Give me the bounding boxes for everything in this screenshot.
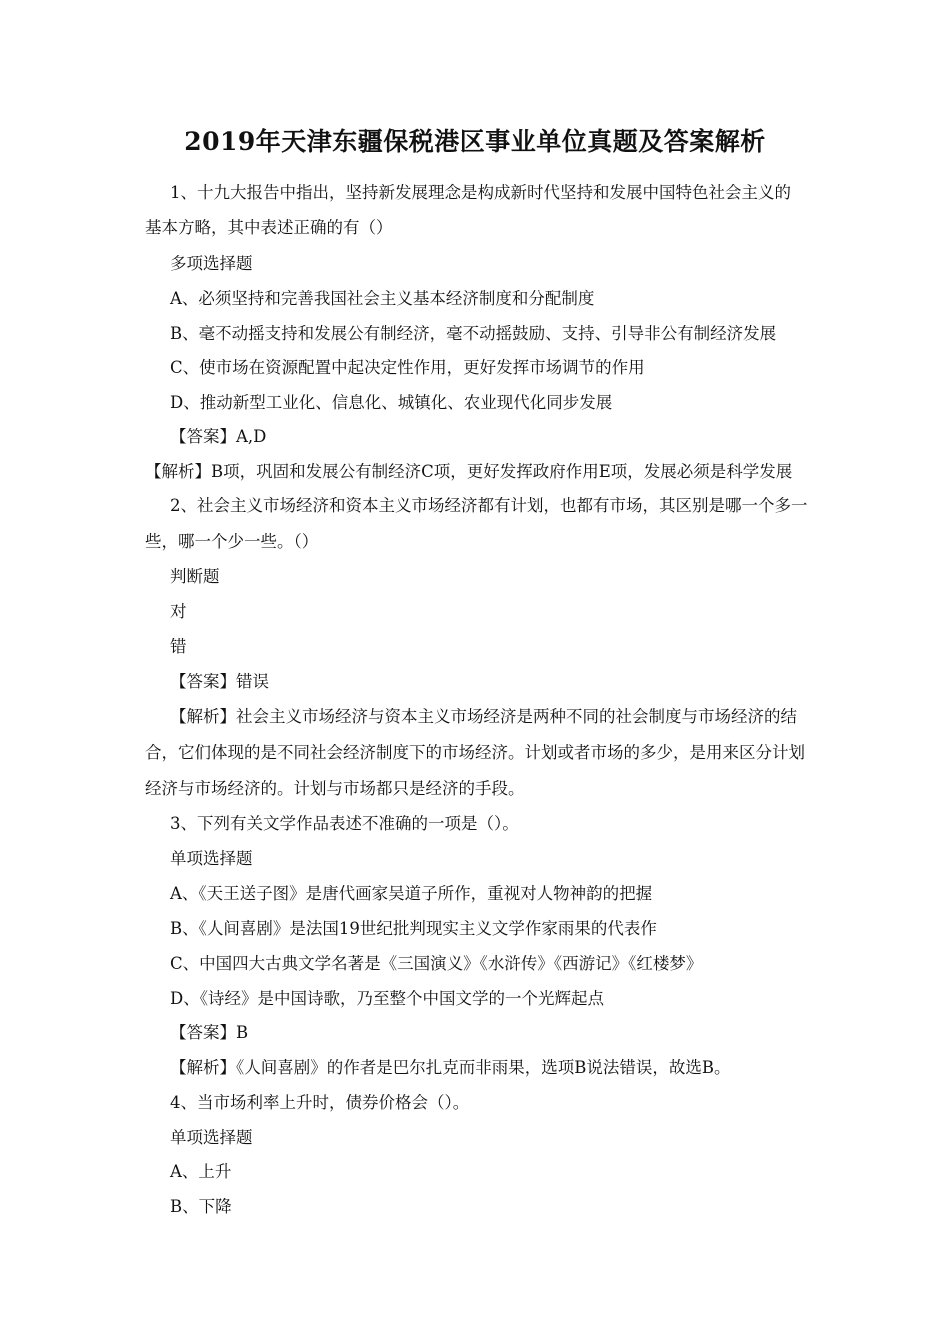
q3-option-d: D、《诗经》是中国诗歌，乃至整个中国文学的一个光辉起点	[170, 989, 604, 1008]
q2-explanation-line-2: 合，它们体现的是不同社会经济制度下的市场经济。计划或者市场的多少，是用来区分计划	[145, 743, 805, 762]
q4-option-a: A、上升	[170, 1162, 232, 1181]
q2-option-true: 对	[170, 602, 187, 621]
q1-answer: 【答案】A,D	[170, 427, 267, 446]
q1-stem-line-2: 基本方略，其中表述正确的有（）	[145, 218, 393, 237]
q2-explanation-line-1: 【解析】社会主义市场经济与资本主义市场经济是两种不同的社会制度与市场经济的结	[170, 707, 797, 726]
q1-option-a: A、必须坚持和完善我国社会主义基本经济制度和分配制度	[170, 289, 595, 308]
q3-option-b: B、《人间喜剧》是法国19世纪批判现实主义文学作家雨果的代表作	[170, 919, 657, 938]
q4-type: 单项选择题	[170, 1128, 253, 1147]
q2-explanation-line-3: 经济与市场经济的。计划与市场都只是经济的手段。	[145, 779, 525, 798]
q2-stem-line-2: 些，哪一个少一些。（）	[145, 532, 319, 551]
q3-option-a: A、《天王送子图》是唐代画家吴道子所作，重视对人物神韵的把握	[170, 884, 653, 903]
q4-stem: 4、当市场利率上升时，债券价格会（）。	[170, 1093, 470, 1112]
q3-answer: 【答案】B	[170, 1023, 249, 1042]
q2-type: 判断题	[170, 567, 220, 586]
q3-option-c: C、中国四大古典文学名著是《三国演义》《水浒传》《西游记》《红楼梦》	[170, 954, 703, 973]
q4-option-b: B、下降	[170, 1197, 232, 1216]
document-title: 2019年天津东疆保税港区事业单位真题及答案解析	[184, 127, 766, 156]
q1-option-d: D、推动新型工业化、信息化、城镇化、农业现代化同步发展	[170, 393, 613, 412]
q3-stem: 3、下列有关文学作品表述不准确的一项是（）。	[170, 814, 519, 833]
q2-answer: 【答案】错误	[170, 672, 269, 691]
q1-explanation: 【解析】B项，巩固和发展公有制经济C项，更好发挥政府作用E项，发展必须是科学发展	[145, 462, 793, 481]
q1-option-c: C、使市场在资源配置中起决定性作用，更好发挥市场调节的作用	[170, 358, 645, 377]
q3-explanation: 【解析】《人间喜剧》的作者是巴尔扎克而非雨果，选项B说法错误，故选B。	[170, 1058, 731, 1077]
q1-type: 多项选择题	[170, 254, 253, 273]
q2-option-false: 错	[170, 637, 187, 656]
q3-type: 单项选择题	[170, 849, 253, 868]
q1-option-b: B、毫不动摇支持和发展公有制经济，毫不动摇鼓励、支持、引导非公有制经济发展	[170, 324, 777, 343]
q1-stem-line-1: 1、十九大报告中指出，坚持新发展理念是构成新时代坚持和发展中国特色社会主义的	[170, 183, 791, 202]
q2-stem-line-1: 2、社会主义市场经济和资本主义市场经济都有计划，也都有市场，其区别是哪一个多一	[170, 496, 808, 515]
